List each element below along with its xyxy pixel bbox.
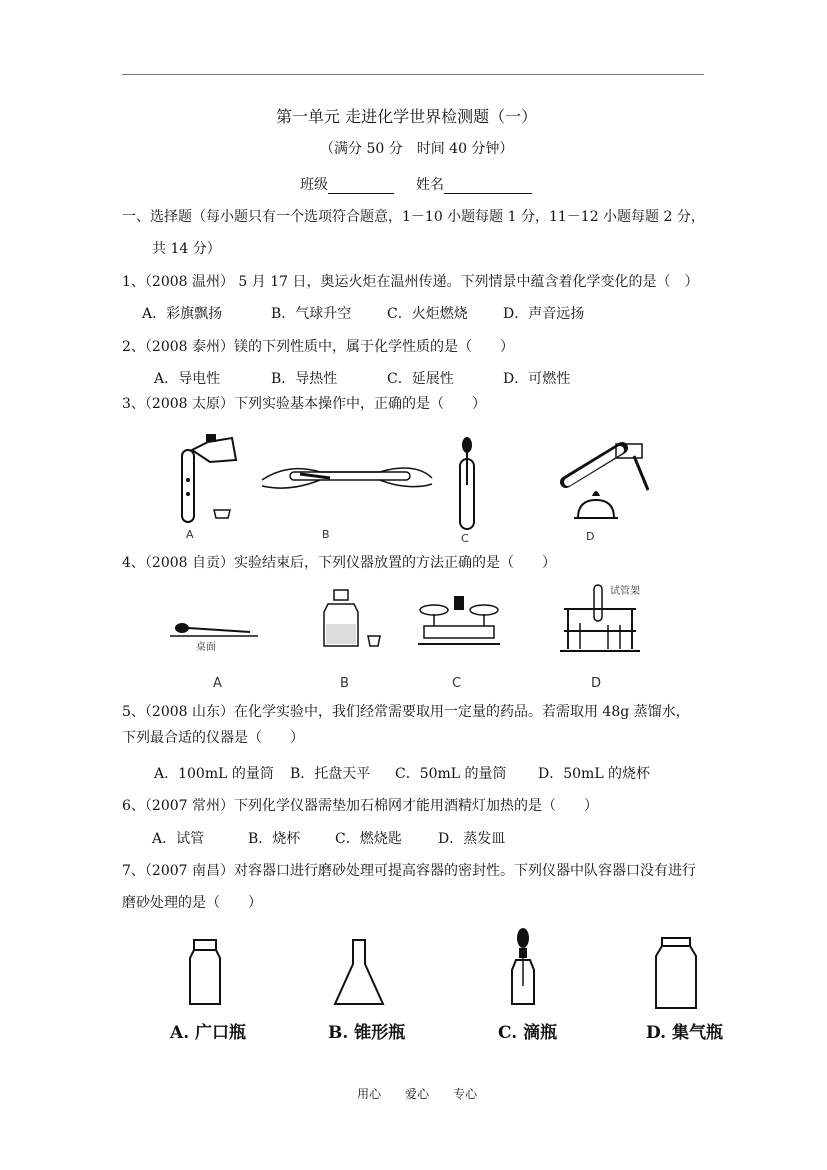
figure-7d-gas-jar (654, 938, 698, 1010)
q1-option-b[interactable]: B．气球升空 (271, 306, 352, 322)
fig3-label-b: B (322, 528, 330, 541)
question-7-stem: 7、（2007 南昌）对容器口进行磨砂处理可提高容器的密封性。下列仪器中队容器口没有进行 (122, 863, 696, 879)
fig4-label-b: B (340, 676, 349, 691)
class-blank[interactable] (328, 179, 394, 194)
question-5-stem: 5、（2008 山东）在化学实验中，我们经常需要取用一定量的药品。若需取用 48g 蒸馏水， (122, 704, 690, 720)
q6-option-b[interactable]: B．烧杯 (248, 831, 301, 847)
question-1-stem: 1、（2008 温州） 5 月 17 日，奥运火炬在温州传递。下列情景中蕴含着化学变化的是（ ） (122, 274, 699, 290)
fig7-label-c: C. 滴瓶 (498, 1023, 558, 1043)
fig3-label-d: D (586, 530, 595, 543)
page-subtitle: （满分 50 分 时间 40 分钟） (320, 141, 514, 157)
question-5-stem-cont: 下列最合适的仪器是（ ） (122, 730, 304, 746)
name-field[interactable] (416, 174, 532, 194)
question-6-stem: 6、（2007 常州）下列化学仪器需垫加石棉网才能用酒精灯加热的是（ ） (122, 798, 598, 814)
q5-option-d[interactable]: D．50mL 的烧杯 (538, 766, 651, 782)
desk-label: 桌面 (196, 642, 216, 653)
fig7-label-a: A. 广口瓶 (170, 1023, 247, 1043)
question-2-stem: 2、（2008 泰州）镁的下列性质中，属于化学性质的是（ ） (122, 339, 514, 355)
figure-7c-dropping-bottle (508, 926, 538, 1008)
section-heading: 一、选择题（每小题只有一个选项符合题意，1－10 小题每题 1 分，11－12 小题每题 2 分， (122, 209, 705, 225)
q6-option-d[interactable]: D．蒸发皿 (438, 831, 506, 847)
fig3-label-a: A (186, 528, 194, 541)
q1-option-d[interactable]: D．声音远扬 (503, 306, 585, 322)
q2-option-c[interactable]: C．延展性 (387, 371, 454, 387)
class-field[interactable] (300, 174, 394, 194)
figure-3a-pour-liquid (170, 430, 250, 530)
figure-7a-wide-mouth-bottle (188, 940, 222, 1006)
question-3-stem: 3、（2008 太原）下列实验基本操作中，正确的是（ ） (122, 396, 486, 412)
figure-4c-balance (414, 590, 504, 650)
rack-label: 试管架 (610, 586, 640, 597)
fig4-label-c: C (452, 676, 462, 691)
fig3-label-c: C (461, 532, 469, 545)
q5-option-a[interactable]: A．100mL 的量筒 (154, 766, 274, 782)
q6-option-a[interactable]: A．试管 (152, 831, 205, 847)
figure-3c-dropper (452, 437, 482, 530)
question-7-stem-cont: 磨砂处理的是（ ） (122, 895, 262, 911)
fig7-label-b: B. 锥形瓶 (328, 1023, 406, 1043)
q5-option-c[interactable]: C．50mL 的量筒 (395, 766, 507, 782)
figure-3b-insert-tube (260, 458, 435, 498)
class-label: 班级 (300, 177, 328, 193)
figure-4b-bottle (322, 590, 386, 650)
fig4-label-a: A (213, 676, 222, 691)
q6-option-c[interactable]: C．燃烧匙 (335, 831, 402, 847)
section-heading-cont: 共 14 分） (152, 241, 221, 257)
fig7-label-d: D. 集气瓶 (646, 1023, 723, 1043)
header-rule (122, 74, 704, 75)
q1-option-a[interactable]: A．彩旗飘扬 (142, 306, 223, 322)
page-title: 第一单元 走进化学世界检测题（一） (276, 107, 538, 126)
q2-option-d[interactable]: D．可燃性 (503, 371, 571, 387)
fig4-label-d: D (591, 676, 602, 691)
q2-option-a[interactable]: A．导电性 (154, 371, 221, 387)
q2-option-b[interactable]: B．导热性 (271, 371, 338, 387)
name-blank[interactable] (444, 179, 532, 194)
page-footer: 用心 爱心 专心 (357, 1087, 478, 1101)
figure-7b-conical-flask (333, 938, 385, 1008)
name-label: 姓名 (416, 177, 444, 193)
question-4-stem: 4、（2008 自贡）实验结束后，下列仪器放置的方法正确的是（ ） (122, 555, 556, 571)
q5-option-b[interactable]: B．托盘天平 (290, 766, 371, 782)
figure-3d-heat-tube (562, 442, 662, 528)
q1-option-c[interactable]: C．火炬燃烧 (387, 306, 468, 322)
